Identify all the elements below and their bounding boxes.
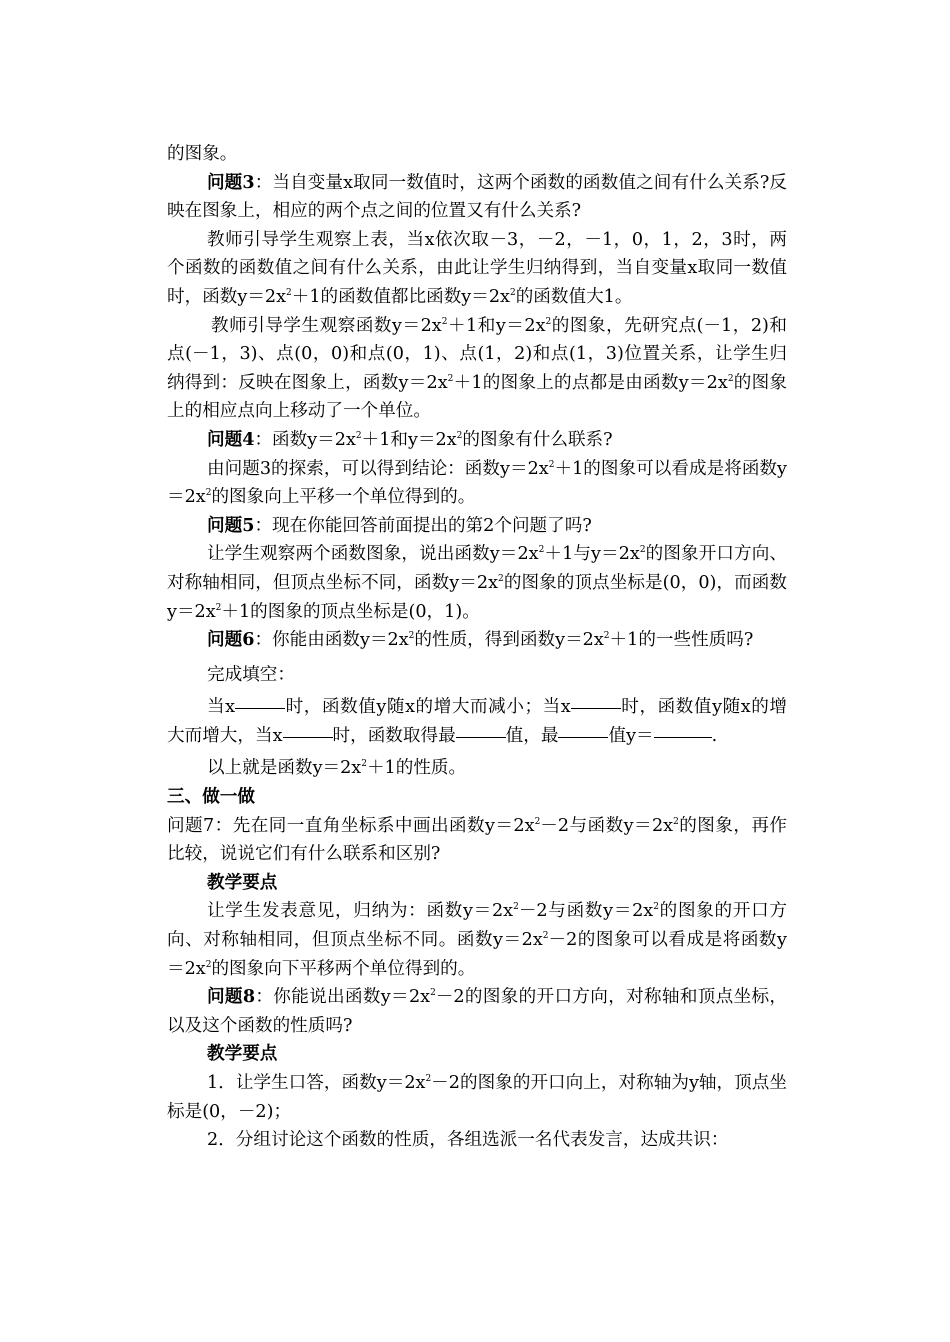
question-3	[167, 169, 787, 226]
superscript: 2	[513, 902, 519, 913]
text: 以上就是函数y＝2x	[207, 758, 362, 779]
superscript: 2	[509, 287, 516, 298]
text: 让学生发表意见，归纳为：函数y＝2x	[207, 901, 514, 922]
text: －2的图象可以看成是将函数y＝2x	[167, 930, 787, 979]
text: 的图象的顶点坐标是(0，0)，而函数y＝2x	[167, 572, 787, 622]
paragraph-point-1	[167, 1069, 787, 1126]
superscript: 2	[215, 602, 222, 613]
text: ＋1的图象的顶点坐标是(0，1)。	[221, 601, 480, 622]
blank-3	[283, 736, 333, 738]
superscript: 2	[534, 816, 541, 827]
text: ＋1与y＝2x	[544, 544, 640, 565]
superscript: 2	[498, 573, 504, 584]
text: 时，函数值y随x的增大而增大，当x	[167, 697, 787, 746]
text: 三、做一做	[167, 786, 255, 808]
paragraph-summary-properties	[167, 754, 787, 783]
superscript: 2	[545, 316, 552, 327]
blank-6	[654, 736, 712, 738]
text: 的图象开口方向、对称轴相同，但顶点坐标不同，函数y＝2x	[167, 544, 787, 593]
superscript: 2	[542, 931, 549, 942]
superscript: 2	[456, 430, 463, 441]
text: 的图象。	[167, 144, 238, 164]
teaching-points-heading-1	[167, 869, 787, 898]
superscript: 2	[408, 631, 415, 642]
superscript: 2	[205, 488, 212, 499]
text: 完成填空：	[207, 664, 295, 685]
question-label: 问题8	[207, 986, 256, 1008]
blank-2	[571, 707, 621, 709]
text: 值y＝	[608, 725, 654, 746]
text: 问题7：先在同一直角坐标系中画出函数y＝2x	[167, 815, 535, 836]
question-label: 问题5	[207, 514, 255, 536]
superscript: 2	[653, 902, 659, 913]
text: ：函数y＝2x	[254, 429, 356, 450]
paragraph-point-2	[167, 1126, 787, 1155]
text: 教学要点	[207, 871, 278, 893]
paragraph-continuation	[167, 140, 787, 169]
superscript: 2	[286, 287, 292, 298]
text: ：现在你能回答前面提出的第2个问题了吗?	[254, 515, 592, 536]
superscript: 2	[603, 631, 610, 642]
paragraph-student-opinions	[167, 897, 787, 983]
text: 1．让学生口答，函数y＝2x	[207, 1073, 426, 1093]
text: 的图象向下平移两个单位得到的。	[211, 958, 476, 979]
text: 教师引导学生观察函数y＝2x	[211, 315, 442, 336]
teaching-points-heading-2	[167, 1040, 787, 1069]
text: 的函数值大1。	[515, 286, 633, 307]
text: 值，最	[505, 725, 559, 746]
paragraph-observe-two-graphs	[167, 540, 787, 626]
superscript: 2	[355, 430, 362, 441]
superscript: 2	[447, 373, 454, 384]
superscript: 2	[639, 545, 646, 556]
text: ＋1和y＝2x	[447, 315, 546, 336]
text: －2与函数y＝2x	[518, 901, 654, 922]
question-4	[167, 426, 787, 455]
paragraph-fill-in-blanks	[167, 693, 787, 750]
text: 的图象上的相应点向上移动了一个单位。	[167, 372, 787, 422]
blank-5	[558, 736, 608, 738]
superscript: 2	[727, 373, 734, 384]
text: 的图象的开口方向、对称轴相同，但顶点坐标不同。函数y＝2x	[167, 901, 787, 951]
question-6	[167, 626, 787, 655]
text: 时，函数值y随x的增大而减小；当x	[285, 697, 571, 718]
question-7	[167, 812, 787, 869]
superscript: 2	[538, 545, 545, 556]
paragraph-teacher-guide-graph	[167, 312, 787, 426]
text: 2．分组讨论这个函数的性质，各组选派一名代表发言，达成共识：	[207, 1130, 729, 1151]
superscript: 2	[205, 959, 212, 970]
text: 的图象，再作比较，说说它们有什么联系和区别?	[167, 815, 787, 865]
text: 教师引导学生观察上表，当x依次取－3，－2，－1，0，1，2，3时，两个函数的函数值之间有什么关系，由此让学生归纳得到，当自变量x取同一数值时，函数y＝2x	[167, 229, 787, 307]
text: 由问题3的探索，可以得到结论：函数y＝2x	[207, 458, 549, 479]
question-label: 问题3	[207, 171, 255, 193]
question-8	[167, 983, 787, 1040]
text: ＋1的一些性质吗?	[609, 630, 754, 651]
text: ＋1和y＝2x	[361, 429, 457, 450]
question-5	[167, 512, 787, 541]
superscript: 2	[425, 1074, 432, 1084]
text: 的图象有什么联系?	[462, 429, 613, 450]
text: 当x	[207, 697, 236, 718]
question-label: 问题6	[207, 629, 255, 651]
text: 让学生观察两个函数图象，说出函数y＝2x	[207, 544, 539, 565]
paragraph-teacher-guide-table	[167, 226, 787, 312]
superscript: 2	[361, 759, 367, 770]
section-heading-do-it	[167, 783, 787, 812]
superscript: 2	[548, 459, 555, 470]
blank-4	[456, 736, 506, 738]
text: ＋1的函数值都比函数y＝2x	[291, 286, 510, 307]
blank-1	[235, 707, 285, 709]
text: 教学要点	[207, 1043, 278, 1065]
text: 时，函数取得最	[332, 725, 456, 746]
text: ＋1的图象上的点都是由函数y＝2x	[453, 372, 728, 393]
superscript: 2	[441, 316, 448, 327]
text: ：你能说出函数y＝2x	[255, 987, 431, 1008]
text: ：你能由函数y＝2x	[254, 630, 409, 651]
text: ＋1的图象可以看成是将函数y＝2x	[167, 458, 787, 508]
paragraph-conclusion-q3	[167, 455, 787, 512]
text: －2与函数y＝2x	[540, 815, 674, 836]
text: 的图象向上平移一个单位得到的。	[211, 487, 476, 508]
text: ＋1的性质。	[366, 758, 467, 779]
text: －2的图象的开口方向，对称轴和顶点坐标，以及这个函数的性质吗?	[167, 987, 787, 1036]
text: －2的图象的开口向上，对称轴为y轴，顶点坐标是(0，－2)；	[167, 1073, 787, 1122]
text: 的性质，得到函数y＝2x	[414, 630, 604, 651]
text: 的图象，先研究点(－1，2)和点(－1，3)、点(0，0)和点(0，1)、点(1，2)和点(1，3)位置关系，让学生归纳得到：反映在图象上，函数y＝2x	[167, 315, 788, 393]
superscript: 2	[430, 988, 436, 999]
paragraph-fill-in-prompt	[167, 661, 787, 690]
document-page	[167, 140, 787, 1155]
text: .	[711, 725, 718, 746]
superscript: 2	[673, 816, 679, 827]
question-label: 问题4	[207, 428, 255, 450]
text: ：当自变量x取同一数值时，这两个函数的函数值之间有什么关系?反映在图象上，相应的两个点之间的位置又有什么关系?	[167, 172, 788, 222]
